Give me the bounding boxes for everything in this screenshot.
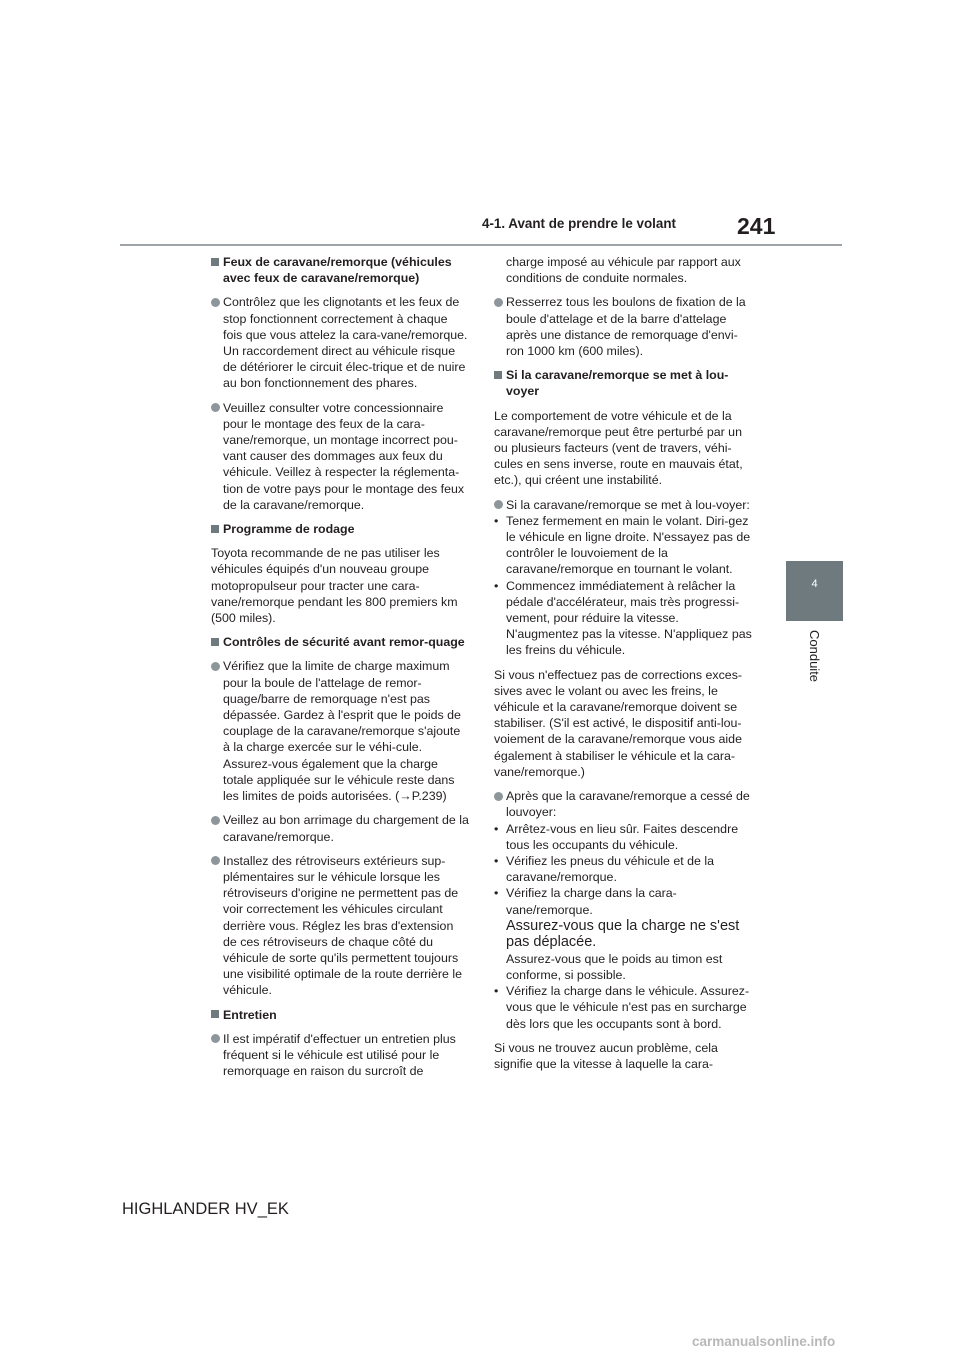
bullet-check-signals: Contrôlez que les clignotants et les feux de stop fonctionnent correctement à chaque fois que vous attelez la cara-vane/remorque. Un raccordement direct au véhicule risque de détériorer le circuit élec-trique et de nuire au bon fonctionnement des phares. (211, 294, 469, 391)
dash-check-trailer-load (494, 885, 752, 983)
dash-release-accelerator: • Commencez immédiatement à relâcher la pédale d'accélérateur, mais très progressi-vement, pour réduire la vitesse. N'augmentez pas la vitesse. N'appliquez pas les freins du véhicule. (494, 578, 752, 659)
bullet-maintenance: Il est impératif d'effectuer un entretien plus fréquent si le véhicule est utilisé pour le remorquage en raison du surcroît de (211, 1031, 469, 1080)
section-title-sway: Si la caravane/remorque se met à lou-voyer (494, 367, 752, 399)
bullet-load-limit: Vérifiez que la limite de charge maximum pour la boule de l'attelage de remor-quage/barre de remorquage n'est pas dépassée. Gardez à l'esprit que le poids de couplage de la caravane/remorque s'ajoute à la charge exercée sur le véhi-cule. Assurez-vous également que la charge totale appliquée sur le véhicule reste dans les limites de poids autorisées. (→P.239) (211, 658, 469, 804)
bullet-secure-cargo: Veillez au bon arrimage du chargement de la caravane/remorque. (211, 812, 469, 844)
header-divider (120, 244, 842, 246)
dash-check-trailer-load-text: Vérifiez la charge dans la cara-vane/remorque. (506, 886, 677, 917)
left-column (211, 254, 469, 1087)
tongue-weight-note: Assurez-vous que le poids au timon est conforme, si possible. (506, 951, 723, 982)
chapter-tab: 4 (786, 561, 843, 621)
bullet-after-sway: Après que la caravane/remorque a cessé de louvoyer: (494, 788, 752, 820)
chapter-label-text: Conduite (807, 630, 822, 683)
dash-hold-wheel: • Tenez fermement en main le volant. Diri-gez le véhicule en ligne droite. N'essayez pas de contrôler le louvoiement de la caravane/remorque en tournant le volant. (494, 513, 752, 578)
load-not-shifted: Assurez-vous que la charge ne s'est pas déplacée. (506, 917, 740, 951)
section-title-safety-checks: Contrôles de sécurité avant remor-quage (211, 634, 469, 650)
bullet-mirrors: Installez des rétroviseurs extérieurs sup-plémentaires sur le véhicule lorsque les rétroviseurs d'origine ne permettent pas de voir correctement les véhicules circulant derrière vous. Réglez les bras d'extension de ces rétroviseurs de chaque côté du véhicule de sorte qu'ils permettent toujours une visibilité optimale de la route derrière le véhicule. (211, 853, 469, 999)
bullet-consult-dealer: Veuillez consulter votre concessionnaire pour le montage des feux de la cara-vane/remorque, un montage incorrect pou-vant causer des dommages aux feux du véhicule. Veillez à respecter la réglementa-tion de votre pays pour le montage des feux de la caravane/remorque. (211, 400, 469, 513)
footer-watermark: carmanualsonline.info (692, 1334, 836, 1349)
paragraph-no-problem: Si vous ne trouvez aucun problème, cela signifie que la vitesse à laquelle la cara- (494, 1040, 718, 1071)
section-title-trailer-lights: Feux de caravane/remorque (véhicules avec feux de caravane/remorque) (211, 254, 469, 286)
header-section-title: 4-1. Avant de prendre le volant (482, 216, 676, 231)
paragraph-sway-causes: Le comportement de votre véhicule et de la caravane/remorque peut être perturbé par un ou plusieurs facteurs (vent de travers, véhi-cules en sens inverse, route en mauvais état, etc.), qui créent une instabilité. (494, 408, 743, 488)
dash-stop-safely: • Arrêtez-vous en lieu sûr. Faites descendre tous les occupants du véhicule. (494, 821, 752, 853)
paragraph-stabilize: Si vous n'effectuez pas de corrections exces-sives avec le volant ou avec les freins, le véhicule et la caravane/remorque doivent se stabiliser. (S'il est activé, le dispositif anti-lou-voiement de la caravane/remorque vous aide également à stabiliser le véhicule et la cara-vane/remorque.) (494, 667, 743, 779)
chapter-label (786, 630, 843, 690)
section-title-break-in: Programme de rodage (211, 521, 469, 537)
dash-check-vehicle-load: • Vérifiez la charge dans le véhicule. Assurez-vous que le véhicule n'est pas en surcharge dès lors que les occupants sont à bord. (494, 983, 752, 1032)
right-column (494, 254, 752, 1080)
page-number: 241 (737, 213, 776, 239)
footer-model: HIGHLANDER HV_EK (122, 1200, 289, 1218)
dash-check-tires: • Vérifiez les pneus du véhicule et de la caravane/remorque. (494, 853, 752, 885)
paragraph-break-in: Toyota recommande de ne pas utiliser les véhicules équipés d'un nouveau groupe motopropulseur pour tracter une cara-vane/remorque pendant les 800 premiers km (500 miles). (211, 546, 458, 626)
paragraph-continued: charge imposé au véhicule par rapport aux conditions de conduite normales. (506, 255, 741, 286)
bullet-if-sway: Si la caravane/remorque se met à lou-voyer: (494, 497, 752, 513)
section-title-maintenance: Entretien (211, 1007, 469, 1023)
bullet-tighten-bolts: Resserrez tous les boulons de fixation de la boule d'attelage et de la barre d'attelage après une distance de remorquage d'envi-ron 1000 km (600 miles). (494, 294, 752, 359)
